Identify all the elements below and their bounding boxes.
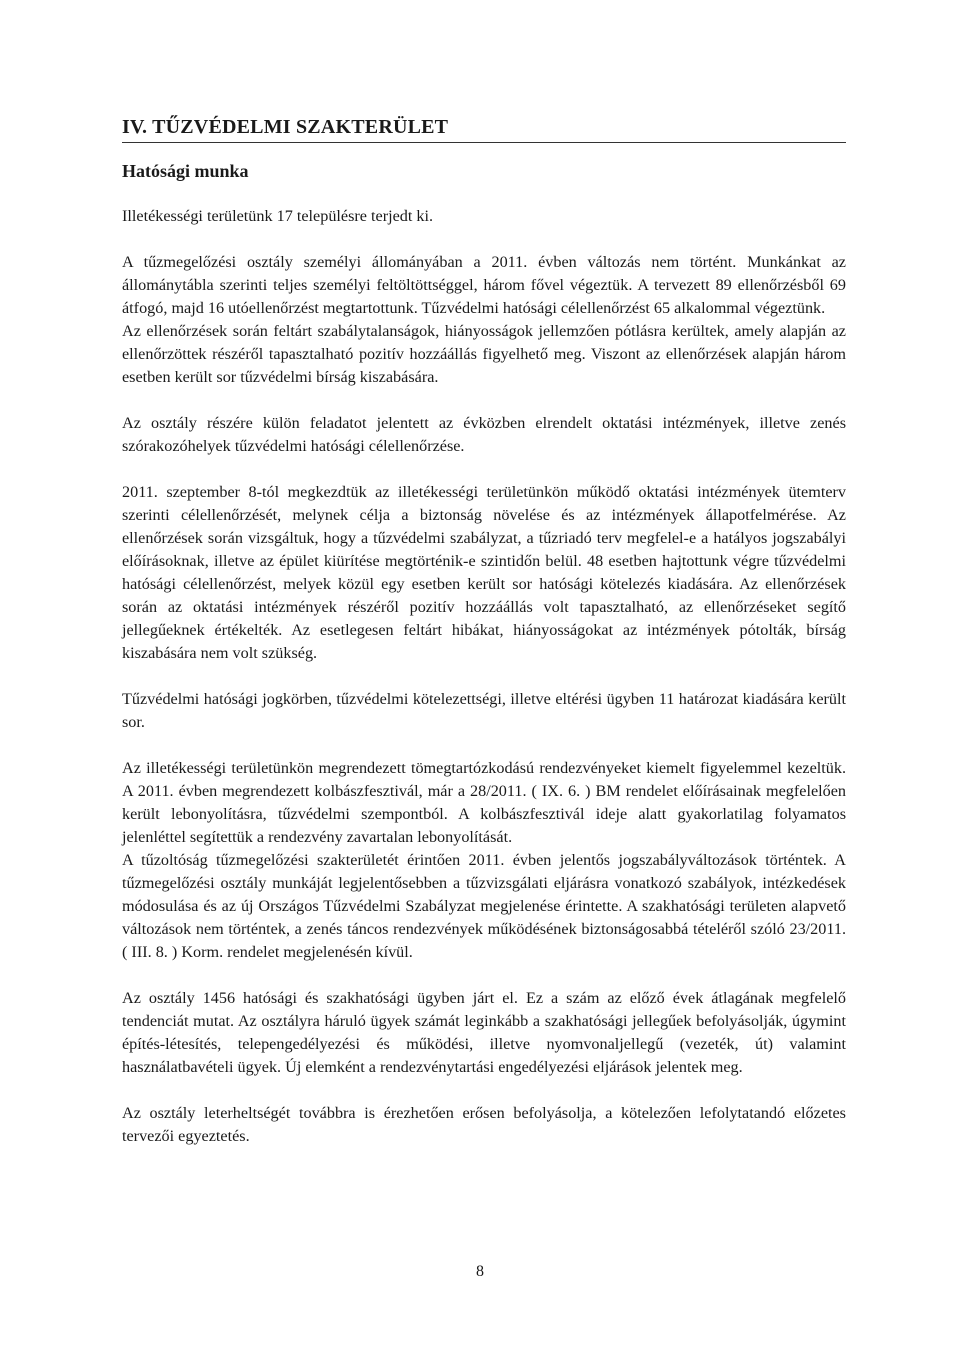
page-number: 8 xyxy=(476,1263,484,1280)
section-title: IV. TŰZVÉDELMI SZAKTERÜLET xyxy=(122,114,846,143)
paragraph-irregularities: Az ellenőrzések során feltárt szabálytalanságok, hiányosságok jellemzően pótlásra kerültek, amely alapján az ellenőrzöttek részéről tapasztalható pozitív hozzáállás figyelhető meg. Viszont az ellenőrzések alapján három esetben került sor tűzvédelmi bírság kiszabására. xyxy=(122,322,846,386)
paragraph-special-tasks: Az osztály részére külön feladatot jelentett az évközben elrendelt oktatási intézmények, illetve zenés szórakozóhelyek tűzvédelmi hatósági célellenőrzése. xyxy=(122,414,846,455)
paragraph-school-inspections: 2011. szeptember 8-tól megkezdtük az illetékességi területünkön működő oktatási intézmények ütemterv szerinti célellenőrzését, melynek célja a biztonság növelése és az intézmények állapotfelmérése. Az ellenőrzések során vizsgáltuk, hogy a tűzvédelmi szabályzat, a tűzriadó terv megfelel-e a hatályos jogszabályi előírásoknak, illetve az épület kiürítése megtörténik-e szintidőn belül. 48 esetben hajtottunk végre tűzvédelmi hatósági célellenőrzést, melyek közül egy esetben került sor hatósági kötelezés kiadására. Az ellenőrzések során az oktatási intézmények részéről pozitív hozzáállás volt tapasztalható, az ellenőrzéseket segítő jellegűeknek értékelték. Az esetlegesen feltárt hibákat, hiányosságokat az intézmények pótolták, bírság kiszabására nem volt szükség. xyxy=(122,483,846,662)
paragraph-workload: Az osztály leterheltségét továbbra is érezhetően erősen befolyásolja, a kötelezően lefolytatandó előzetes tervezői egyeztetés. xyxy=(122,1104,846,1145)
paragraph-legislation: A tűzoltóság tűzmegelőzési szakterületét érintően 2011. évben jelentős jogszabályváltozások történtek. A tűzmegelőzési osztály munkáját legjelentősebben a tűzvizsgálati eljárásra vonatkozó szabályok, intézkedések módosulása és az új Országos Tűzvédelmi Szabályzat megjelenése érintette. A szakhatósági területen alapvető változások nem történtek, a zenés táncos rendezvények működésének biztonságosabbá tételéről szóló 23/2011. ( III. 8. ) Korm. rendelet megjelenésén kívül. xyxy=(122,851,846,961)
subheading: Hatósági munka xyxy=(122,161,249,181)
paragraph-staffing: A tűzmegelőzési osztály személyi állományában a 2011. évben változás nem történt. Munkánkat az állománytábla szerinti teljes személyi feltöltöttséggel, három fővel végeztük. A tervezett 89 ellenőrzésből 69 átfogó, majd 16 utóellenőrzést megtartottunk. Tűzvédelmi hatósági célellenőrzést 65 alkalommal végeztünk. xyxy=(122,253,846,317)
page-content xyxy=(122,114,846,1148)
paragraph-jurisdiction: Illetékességi területünk 17 településre terjedt ki. xyxy=(122,207,434,225)
paragraph-resolutions: Tűzvédelmi hatósági jogkörben, tűzvédelmi kötelezettségi, illetve eltérési ügyben 11 határozat kiadására került sor. xyxy=(122,690,846,731)
paragraph-events: Az illetékességi területünkön megrendezett tömegtartózkodású rendezvényeket kiemelt figyelemmel kezeltük. A 2011. évben megrendezett kolbászfesztivál, már a 28/2011. ( IX. 6. ) BM rendelet előírásainak megfelelően került lebonyolításra, tűzvédelmi szempontból. A kolbászfesztivál ideje alatt gyakorlatilag folyamatos jelenléttel segítettük a rendezvény zavartalan lebonyolítását. xyxy=(122,759,846,846)
paragraph-caseload: Az osztály 1456 hatósági és szakhatósági ügyben járt el. Ez a szám az előző évek átlagának megfelelő tendenciát mutat. Az osztályra háruló ügyek számát leginkább a szakhatósági jellegűek befolyásolják, úgymint építés-létesítés, telepengedélyezési és működési, illetve nyomvonaljellegű (vezeték, út) valamint használatbavételi ügyek. Új elemként a rendezvénytartási engedélyezési eljárások jelentek meg. xyxy=(122,989,846,1076)
